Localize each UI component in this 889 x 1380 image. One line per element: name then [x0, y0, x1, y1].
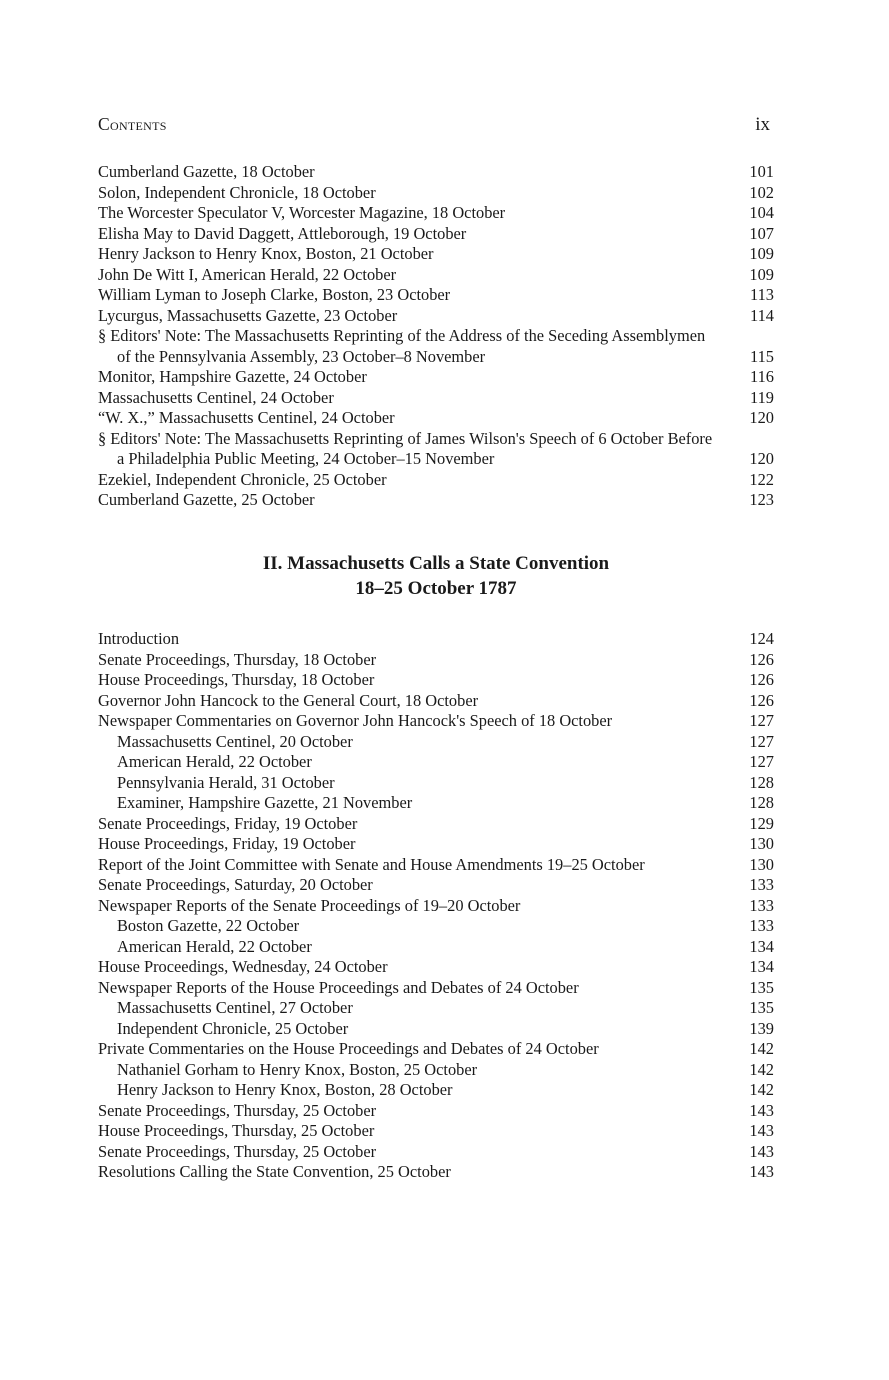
toc-entry — [98, 793, 774, 814]
toc-entry — [98, 162, 774, 183]
toc-entry — [98, 203, 774, 224]
toc-entry — [98, 875, 774, 896]
toc-entry — [98, 1121, 774, 1142]
toc-entry — [98, 834, 774, 855]
toc-entry — [98, 957, 774, 978]
toc-entry-page: 135 — [749, 977, 774, 997]
toc-entry-page: 109 — [749, 244, 774, 263]
toc-entry-page: 107 — [749, 223, 774, 243]
toc-entry-title: Monitor, Hampshire Gazette, 24 October — [98, 367, 367, 386]
toc-entry-page: 116 — [750, 367, 774, 386]
toc-entry-page: 143 — [749, 1100, 774, 1120]
toc-entry-title: Senate Proceedings, Friday, 19 October — [98, 813, 358, 833]
toc-entry — [98, 711, 774, 732]
toc-entry-page: 126 — [749, 670, 774, 689]
toc-entry — [98, 670, 774, 691]
toc-entry-title: Massachusetts Centinel, 20 October — [117, 731, 353, 751]
toc-entry-page: 113 — [750, 285, 774, 304]
toc-entry — [98, 773, 774, 794]
toc-entry-page: 127 — [749, 752, 774, 771]
toc-entry-page: 114 — [750, 305, 774, 325]
toc-entry-page: 120 — [749, 408, 774, 427]
toc-entry-title: Newspaper Reports of the House Proceedings and Debates of 24 October — [98, 977, 579, 997]
toc-entry-title: Newspaper Commentaries on Governor John Hancock's Speech of 18 October — [98, 711, 613, 730]
toc-entry-page: 128 — [749, 772, 774, 792]
toc-entry — [98, 326, 774, 367]
toc-entry — [98, 732, 774, 753]
toc-entry-title: John De Witt I, American Herald, 22 October — [98, 264, 397, 284]
toc-entry-title: Henry Jackson to Henry Knox, Boston, 21 October — [98, 244, 434, 263]
toc-entry-title: Massachusetts Centinel, 27 October — [117, 998, 353, 1017]
toc-entry-title: Lycurgus, Massachusetts Gazette, 23 October — [98, 305, 398, 325]
toc-entry — [98, 1080, 774, 1101]
toc-entry-title: Ezekiel, Independent Chronicle, 25 October — [98, 469, 387, 489]
toc-entry-title: Senate Proceedings, Thursday, 18 October — [98, 649, 377, 669]
toc-entry-page: 101 — [749, 162, 774, 181]
toc-entry — [98, 244, 774, 265]
toc-entry-title: “W. X.,” Massachusetts Centinel, 24 October — [98, 408, 395, 427]
toc-entry — [98, 978, 774, 999]
toc-entry — [98, 183, 774, 204]
toc-entry-page: 142 — [749, 1059, 774, 1079]
toc-entry — [98, 490, 774, 511]
toc-entry-page: 139 — [749, 1018, 774, 1038]
toc-entry-title: Report of the Joint Committee with Senate and House Amendments 19–25 October — [98, 854, 645, 874]
toc-entry-page: 129 — [749, 813, 774, 833]
toc-entry-title: Boston Gazette, 22 October — [117, 916, 300, 935]
toc-entry-page: 124 — [749, 629, 774, 648]
toc-entry-title: House Proceedings, Thursday, 18 October — [98, 670, 375, 689]
toc-entry-title: Introduction — [98, 629, 180, 648]
toc-entry — [98, 470, 774, 491]
toc-entry — [98, 1060, 774, 1081]
toc-entry-page: 127 — [749, 711, 774, 730]
toc-entry — [98, 1101, 774, 1122]
toc-entry — [98, 896, 774, 917]
toc-entry — [98, 752, 774, 773]
toc-entry — [98, 1142, 774, 1163]
toc-entry — [98, 408, 774, 429]
toc-entry-page: 119 — [750, 387, 774, 407]
toc-entry-title: Cumberland Gazette, 18 October — [98, 162, 315, 181]
toc-entry-page: 120 — [749, 449, 774, 468]
toc-entry — [98, 629, 774, 650]
toc-entry-page: 143 — [749, 1121, 774, 1140]
toc-entry-title: Private Commentaries on the House Proceedings and Debates of 24 October — [98, 1039, 599, 1058]
toc-entry-title: House Proceedings, Wednesday, 24 October — [98, 957, 388, 976]
toc-entry-page: 130 — [749, 834, 774, 853]
toc-entry-page: 122 — [749, 469, 774, 489]
toc-entry-title: Nathaniel Gorham to Henry Knox, Boston, 25 October — [117, 1059, 478, 1079]
toc-entry-title: American Herald, 22 October — [117, 936, 312, 956]
toc-entry-title: § Editors' Note: The Massachusetts Reprinting of the Address of the Seceding Assemblymen of the Pennsylvania Assembly, 23 October–8 November — [98, 326, 706, 366]
toc-entry-title: Newspaper Reports of the Senate Proceedings of 19–20 October — [98, 895, 521, 915]
toc-entry — [98, 855, 774, 876]
toc-entry-title: Elisha May to David Daggett, Attleborough, 19 October — [98, 223, 467, 243]
toc-entry-title: Senate Proceedings, Thursday, 25 October — [98, 1100, 377, 1120]
toc-entry — [98, 1039, 774, 1060]
toc-entry-title: Pennsylvania Herald, 31 October — [117, 772, 335, 792]
toc-entry-page: 115 — [750, 346, 774, 366]
toc-entry — [98, 650, 774, 671]
toc-entry — [98, 367, 774, 388]
toc-entry-page: 134 — [749, 936, 774, 956]
toc-entry-title: House Proceedings, Friday, 19 October — [98, 834, 356, 853]
toc-entry — [98, 1162, 774, 1183]
toc-entry-page: 127 — [749, 731, 774, 751]
toc-entry-page: 128 — [749, 793, 774, 812]
toc-entry — [98, 306, 774, 327]
toc-entry — [98, 429, 774, 470]
toc-entry — [98, 1019, 774, 1040]
toc-entry — [98, 691, 774, 712]
toc-entry-title: Massachusetts Centinel, 24 October — [98, 387, 334, 407]
toc-entry — [98, 285, 774, 306]
toc-entry-title: Henry Jackson to Henry Knox, Boston, 28 October — [117, 1080, 453, 1099]
toc-entry-title: Governor John Hancock to the General Court, 18 October — [98, 690, 479, 710]
toc-entry-title: Resolutions Calling the State Convention, 25 October — [98, 1162, 451, 1181]
toc-entry — [98, 388, 774, 409]
toc-entry-page: 133 — [749, 875, 774, 894]
toc-entry-page: 133 — [749, 916, 774, 935]
running-head-title: Contents — [98, 114, 167, 134]
toc-section-1 — [98, 162, 774, 511]
toc-entry-page: 142 — [749, 1080, 774, 1099]
section-heading — [98, 551, 774, 601]
toc-entry-title: Independent Chronicle, 25 October — [117, 1018, 349, 1038]
toc-entry-title: § Editors' Note: The Massachusetts Reprinting of James Wilson's Speech of 6 October Before a Philadelphia Public Meeting, 24 October–15 November — [98, 428, 713, 468]
toc-entry-title: House Proceedings, Thursday, 25 October — [98, 1121, 375, 1140]
toc-entry-page: 143 — [749, 1141, 774, 1161]
toc-entry-title: American Herald, 22 October — [117, 752, 312, 771]
toc-entry-page: 126 — [749, 690, 774, 710]
toc-entry — [98, 224, 774, 245]
section-heading-title: II. Massachusetts Calls a State Convention — [262, 553, 610, 574]
toc-entry-title: Cumberland Gazette, 25 October — [98, 490, 315, 509]
toc-section-2 — [98, 629, 774, 1183]
toc-entry-page: 109 — [749, 264, 774, 284]
toc-entry-page: 134 — [749, 957, 774, 976]
toc-entry-page: 104 — [749, 203, 774, 222]
toc-entry-title: The Worcester Speculator V, Worcester Magazine, 18 October — [98, 203, 506, 222]
toc-entry-page: 126 — [749, 649, 774, 669]
toc-entry-page: 123 — [749, 490, 774, 509]
toc-entry-page: 130 — [749, 854, 774, 874]
toc-entry — [98, 265, 774, 286]
toc-entry — [98, 814, 774, 835]
toc-entry-page: 102 — [749, 182, 774, 202]
page-number: ix — [755, 114, 770, 135]
toc-entry-title: Examiner, Hampshire Gazette, 21 November — [117, 793, 413, 812]
toc-entry-page: 133 — [749, 895, 774, 915]
toc-entry-title: William Lyman to Joseph Clarke, Boston, 23 October — [98, 285, 451, 304]
toc-entry-page: 135 — [749, 998, 774, 1017]
toc-entry — [98, 937, 774, 958]
toc-entry — [98, 916, 774, 937]
toc-entry-page: 142 — [749, 1039, 774, 1058]
toc-entry-title: Senate Proceedings, Thursday, 25 October — [98, 1141, 377, 1161]
toc-entry — [98, 998, 774, 1019]
toc-entry-page: 143 — [749, 1162, 774, 1181]
toc-entry-title: Solon, Independent Chronicle, 18 October — [98, 182, 376, 202]
toc-entry-title: Senate Proceedings, Saturday, 20 October — [98, 875, 373, 894]
section-heading-dates: 18–25 October 1787 — [355, 578, 517, 599]
running-head — [98, 114, 770, 136]
